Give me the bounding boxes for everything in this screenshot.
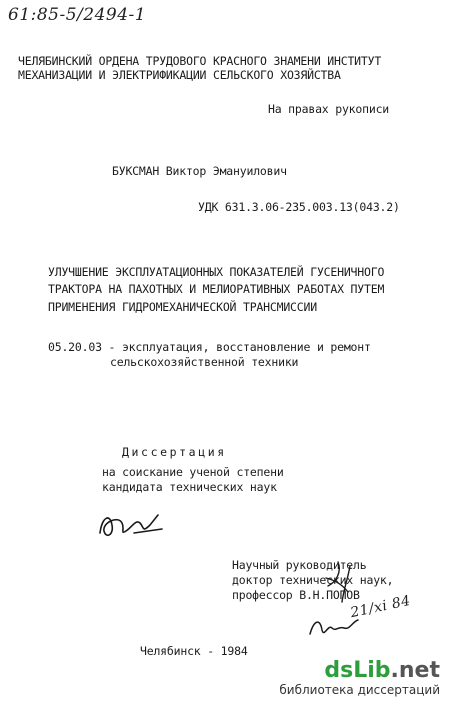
supervisor-signature — [298, 558, 378, 608]
dissertation-title-line2: ТРАКТОРА НА ПАХОТНЫХ И МЕЛИОРАТИВНЫХ РАБОТАХ ПУТЕМ — [48, 282, 385, 296]
supervisor-name: профессор В.Н.ПОПОВ — [232, 588, 360, 602]
rights-note: На правах рукописи — [268, 102, 390, 116]
watermark — [279, 659, 440, 697]
specialty-line2: сельскохозяйственной техники — [110, 355, 299, 369]
watermark-caption: библиотека диссертаций — [279, 683, 440, 697]
dissertation-title-line1: УЛУЧШЕНИЕ ЭКСПЛУАТАЦИОННЫХ ПОКАЗАТЕЛЕЙ ГУСЕНИЧНОГО — [48, 265, 385, 279]
city-year: Челябинск - 1984 — [140, 644, 248, 658]
udc-code: УДК 631.3.06-235.003.13(043.2) — [198, 200, 400, 214]
author-name: БУКСМАН Виктор Эмануилович — [112, 164, 287, 178]
watermark-logo: dsLib.net — [324, 658, 440, 683]
author-signature — [92, 505, 172, 545]
archive-number: 61:85-5/2494-1 — [8, 5, 147, 25]
supervisor-degree: доктор технических наук, — [232, 573, 394, 587]
institute-name-line2: МЕХАНИЗАЦИИ И ЭЛЕКТРИФИКАЦИИ СЕЛЬСКОГО ХОЗЯЙСТВА — [18, 68, 341, 82]
supervisor-label: Научный руководитель — [232, 558, 367, 572]
handwritten-date: 21/xi 84 — [349, 592, 413, 622]
degree-line1: на соискание ученой степени — [102, 465, 284, 479]
specialty-line1: 05.20.03 - эксплуатация, восстановление и ремонт — [48, 340, 371, 354]
document-type: Диссертация — [122, 445, 227, 459]
dissertation-title-line3: ПРИМЕНЕНИЯ ГИДРОМЕХАНИЧЕСКОЙ ТРАНСМИССИИ — [48, 300, 317, 314]
institute-name-line1: ЧЕЛЯБИНСКИЙ ОРДЕНА ТРУДОВОГО КРАСНОГО ЗНАМЕНИ ИНСТИТУТ — [18, 54, 382, 68]
degree-line2: кандидата технических наук — [102, 480, 277, 494]
